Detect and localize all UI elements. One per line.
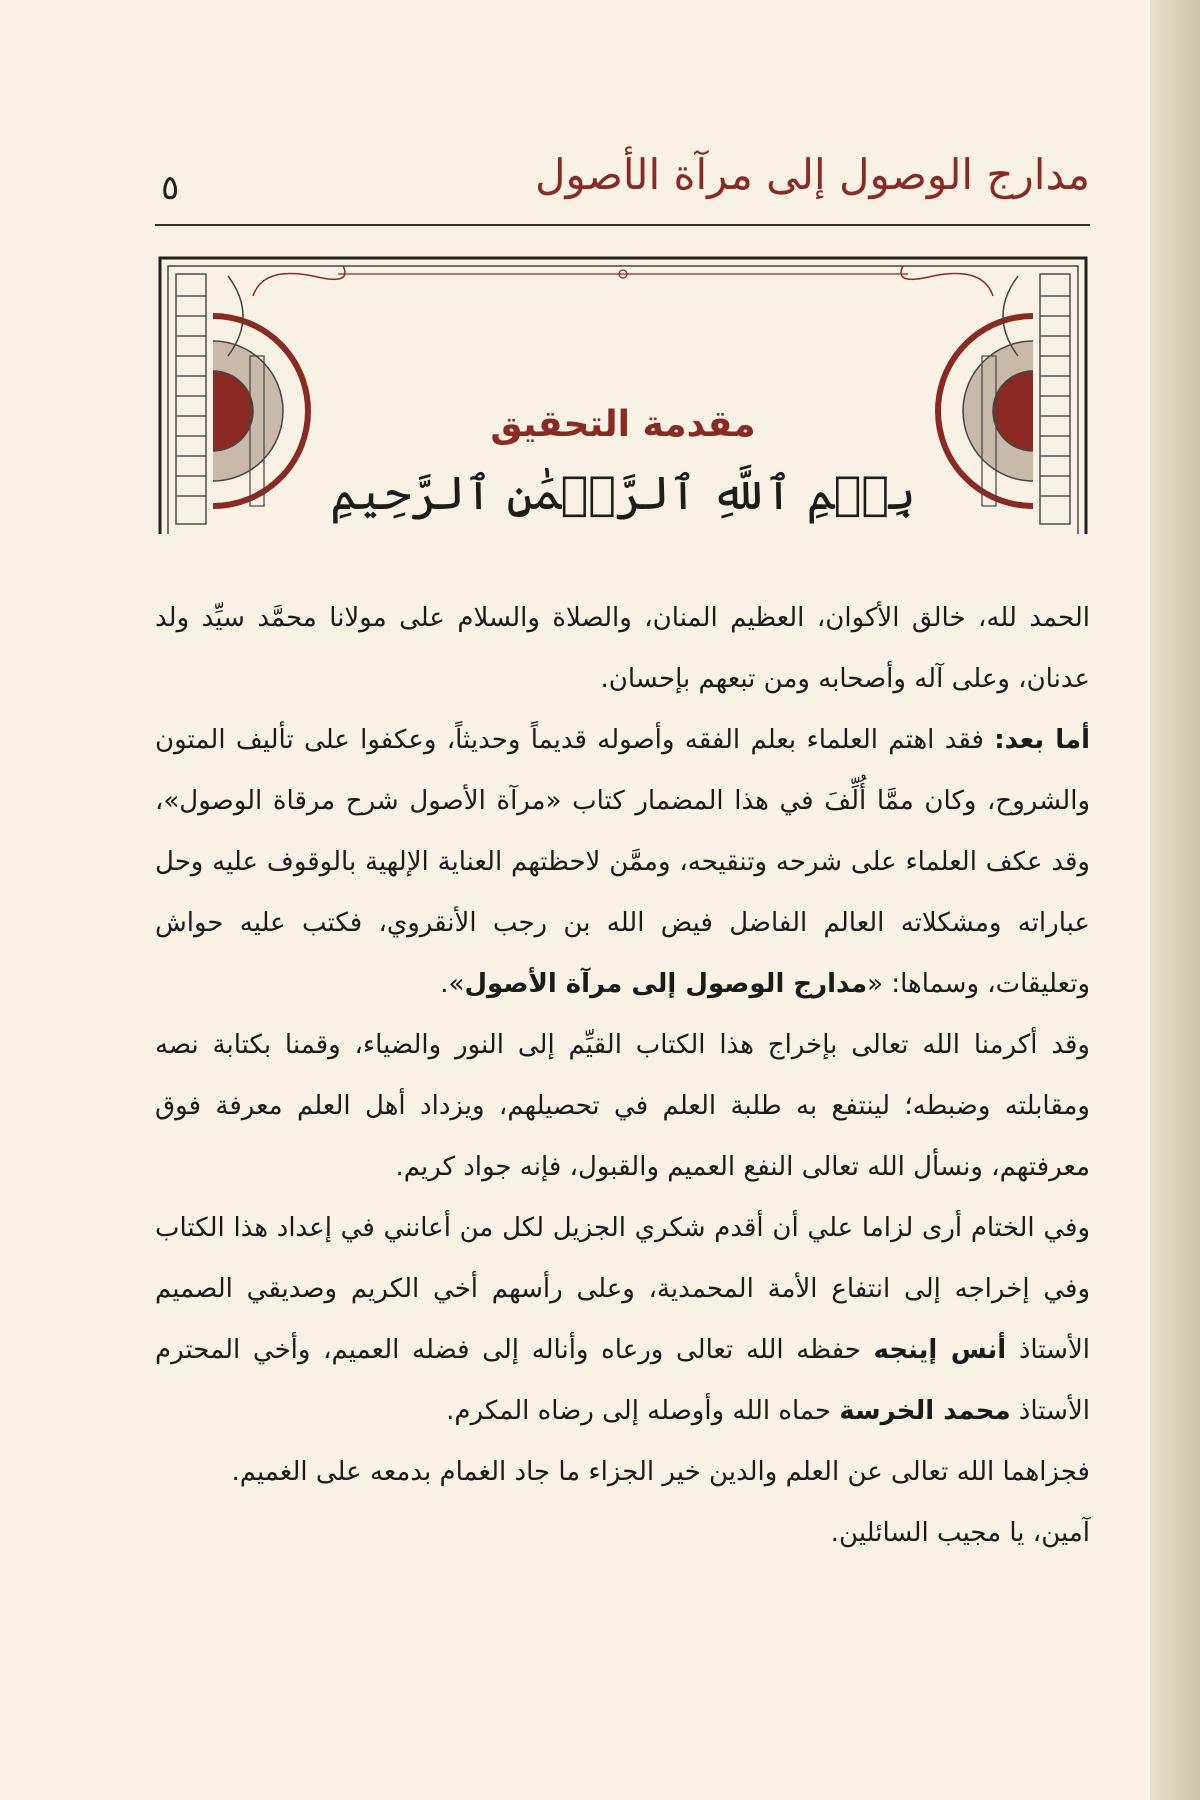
paragraph-4-text-a: وفي الختام أرى لزاما علي أن أقدم شكري الجزيل لكل من أعانني في إعداد هذا الكتاب وفي إخراجه إلى انتفاع الأمة المحمدية، وعلى رأسهم أخي الكريم وصديقي الصميم الأستاذ [155, 1213, 1091, 1365]
running-header-title: مدارج الوصول إلى مرآة الأصول [534, 150, 1090, 199]
paragraph-4-text-c: حماه الله وأوصله إلى رضاه المكرم. [446, 1396, 840, 1426]
paragraph-2-lead: أما بعد: [994, 725, 1091, 755]
name-emphasis-1: أنس إينجه [873, 1335, 1007, 1365]
section-title: مقدمة التحقيق [490, 404, 756, 445]
paragraph-3: وقد أكرمنا الله تعالى بإخراج هذا الكتاب القيِّم إلى النور والضياء، وقمنا بكتابة نصه ومقابلته وضبطه؛ لينتفع به طلبة العلم في تحصيلهم، ويزداد أهل العلم معرفة فوق معرفتهم، ونسأل الله تعالى النفع العميم والقبول، فإنه جواد كريم. [155, 1030, 1090, 1182]
book-title-emphasis: مدارج الوصول إلى مرآة الأصول [464, 969, 868, 999]
paragraph-2-text-b: ». [440, 969, 465, 999]
paragraph-5: فجزاهما الله تعالى عن العلم والدين خير الجزاء ما جاد الغمام بدمعه على الغميم. [231, 1457, 1090, 1487]
body-text [155, 588, 1090, 1564]
paragraph-2 [155, 710, 1090, 1015]
header-rule [155, 224, 1090, 226]
paragraph-1: الحمد لله، خالق الأكوان، العظيم المنان، والصلاة والسلام على مولانا محمَّد سيِّد ولد عدنان، وعلى آله وأصحابه ومن تبعهم بإحسان. [155, 603, 1090, 694]
ornamental-frame [158, 256, 1088, 536]
paragraph-4 [155, 1198, 1090, 1442]
name-emphasis-2: محمد الخرسة [839, 1396, 1011, 1426]
page-number: ٥ [161, 168, 180, 208]
basmala: بِسۡمِ ٱللَّهِ ٱلرَّحۡمَٰنِ ٱلرَّحِيمِ [330, 466, 916, 520]
paragraph-6: آمين، يا مجيب السائلين. [830, 1518, 1090, 1548]
paragraph-2-text-a: فقد اهتم العلماء بعلم الفقه وأصوله قديماً وحديثاً، وعكفوا على تأليف المتون والشروح، وكان ممَّا أُلِّفَ في هذا المضمار كتاب «مرآة الأصول شرح مرقاة الوصول»، وقد عكف العلماء على شرحه وتنقيحه، وممَّن لاحظتهم العناية الإلهية بالوقوف عليه وحل عباراته ومشكلاته العالم الفاضل فيض الله بن رجب الأنقروي، فكتب عليه حواش وتعليقات، وسماها: « [155, 725, 1090, 999]
running-header [155, 150, 1090, 230]
paragraph-4-text-b: حفظه الله تعالى ورعاه وأناله إلى فضله العميم، وأخي المحترم الأستاذ [155, 1335, 1090, 1426]
book-spine-shadow [1150, 0, 1200, 1800]
